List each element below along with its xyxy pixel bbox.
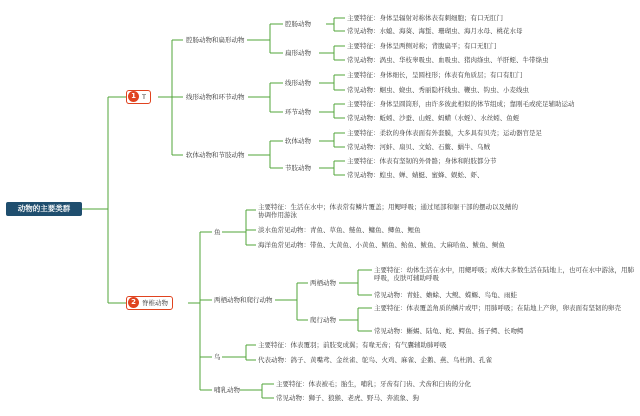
phylum-nematode[interactable]: 线形动物 — [285, 79, 311, 87]
fish-sea-animals: 海洋鱼常见动物：带鱼、大黄鱼、小黄鱼、鲳鱼、鲐鱼、鲅鱼、大麻哈鱼、鲅鱼、鲥鱼 — [258, 241, 505, 249]
mollusk-main-traits: 主要特征：柔软的身体表面有外套膜，大多具有贝壳；运动器官是足 — [347, 129, 542, 137]
annelid-common-animals: 常见动物：蚯蚓、沙蚕、山蛭、蚂蟥（水蛭）、水丝蚓、鱼蛭 — [347, 114, 520, 122]
class-bird[interactable]: 鸟 — [214, 353, 221, 361]
root-node[interactable]: 动物的主要类群 — [6, 202, 82, 216]
category-label: T — [142, 93, 146, 101]
category-invertebrate[interactable] — [126, 90, 151, 104]
nematode-common-animals: 常见动物：蛔虫、蛲虫、秀丽隐杆线虫、鞭虫、钩虫、小麦线虫 — [347, 86, 529, 94]
reptile-main-traits: 主要特征：体表覆盖角质的鳞片或甲；用肺呼吸；在陆地上产卵，卵表面有坚韧的卵壳 — [374, 304, 621, 312]
bird-main-traits: 主要特征：体表覆羽；前肢变成翼；有喙无齿；有气囊辅助肺呼吸 — [258, 341, 447, 349]
bird-common-animals: 代表动物：鸽子、黄嘴鸢、金丝雀、鸵鸟、火鸡、麻雀、企鹅、燕、鸟杜鹃、孔雀 — [258, 356, 492, 364]
mammal-common-animals: 常见动物：狮子、狼猴、老虎、野马、奔流象、狗 — [276, 394, 419, 402]
arthropod-main-traits: 主要特征：体表有坚韧的外骨骼；身体和附肢都分节 — [347, 157, 497, 165]
reptile-common-animals: 常见动物：蜥蜴、陆龟、蛇、鳄鱼、扬子鳄、长吻鳄 — [374, 327, 524, 335]
fish-freshwater-animals: 淡水鱼常见动物：青鱼、草鱼、鲢鱼、鳙鱼、鲫鱼、鲤鱼 — [258, 226, 421, 234]
group-mollusk-arthropod[interactable]: 软体动物和节肢动物 — [186, 151, 245, 159]
nematode-main-traits: 主要特征：身体细长，呈圆柱形；体表有角质层；有口有肛门 — [347, 71, 523, 79]
group-nematode-annelid[interactable]: 线形动物和环节动物 — [186, 93, 245, 101]
class-fish[interactable]: 鱼 — [214, 228, 221, 236]
cnidaria-main-traits: 主要特征：身体呈辐射对称体表有刺细胞；有口无肛门 — [347, 14, 503, 22]
flatworm-common-animals: 常见动物：涡虫、华枝睾吸虫、血吸虫、猪肉绦虫、羊肝蛭、牛带绦虫 — [347, 56, 549, 64]
phylum-mollusk[interactable]: 软体动物 — [285, 137, 311, 145]
amphibian-common-animals: 常见动物：青蛙、蟾蜍、大鲵、蝾螈、鸟龟、雨蛙 — [374, 291, 517, 299]
category-vertebrate[interactable] — [126, 296, 173, 310]
phylum-arthropod[interactable]: 节肢动物 — [285, 164, 311, 172]
class-mammal[interactable]: 哺乳动物 — [214, 386, 240, 394]
annelid-main-traits: 主要特征：身体呈圆筒形，由许多彼此相似的体节组成；靠刚毛或疣足辅助运动 — [347, 100, 575, 108]
number-badge: 1 — [128, 91, 139, 102]
subclass-amphibian[interactable]: 两栖动物 — [310, 279, 336, 287]
category-label: 脊椎动物 — [142, 299, 168, 307]
phylum-annelid[interactable]: 环节动物 — [285, 108, 311, 116]
amphibian-main-traits: 主要特征：幼体生活在水中，用鳃呼吸；成体大多数生活在陆地上，也可在水中游泳，用肺呼吸，皮肤可辅助呼吸 — [374, 266, 634, 282]
phylum-flatworm[interactable]: 扁形动物 — [285, 49, 311, 57]
fish-main-traits: 主要特征：生活在水中；体表常有鳞片覆盖；用鳃呼吸；通过尾部和躯干部的摆动以及鳍的协调作用游泳 — [258, 203, 518, 219]
mammal-main-traits: 主要特征：体表被毛；胎生，哺乳；牙齿有门齿、犬齿和臼齿的分化 — [276, 380, 471, 388]
phylum-cnidaria[interactable]: 腔肠动物 — [285, 20, 311, 28]
group-cnidaria-flatworm[interactable]: 腔肠动物和扁形动物 — [186, 36, 245, 44]
mollusk-common-animals: 常见动物：河蚌、扇贝、文蛤、石鳖、蜗牛、乌贼 — [347, 143, 490, 151]
cnidaria-common-animals: 常见动物：水螅、海葵、海蜇、珊瑚虫、海月水母、桃花水母 — [347, 27, 523, 35]
class-amphibian-reptile[interactable]: 两栖动物和爬行动物 — [214, 296, 273, 304]
arthropod-common-animals: 常见动物：蝗虫、蝉、蜻蜓、蜜蜂、蜈蚣、虾、 — [347, 171, 484, 179]
number-badge: 2 — [128, 297, 139, 308]
subclass-reptile[interactable]: 爬行动物 — [310, 316, 336, 324]
flatworm-main-traits: 主要特征：身体呈两侧对称；背腹扁平；有口无肛门 — [347, 42, 497, 50]
